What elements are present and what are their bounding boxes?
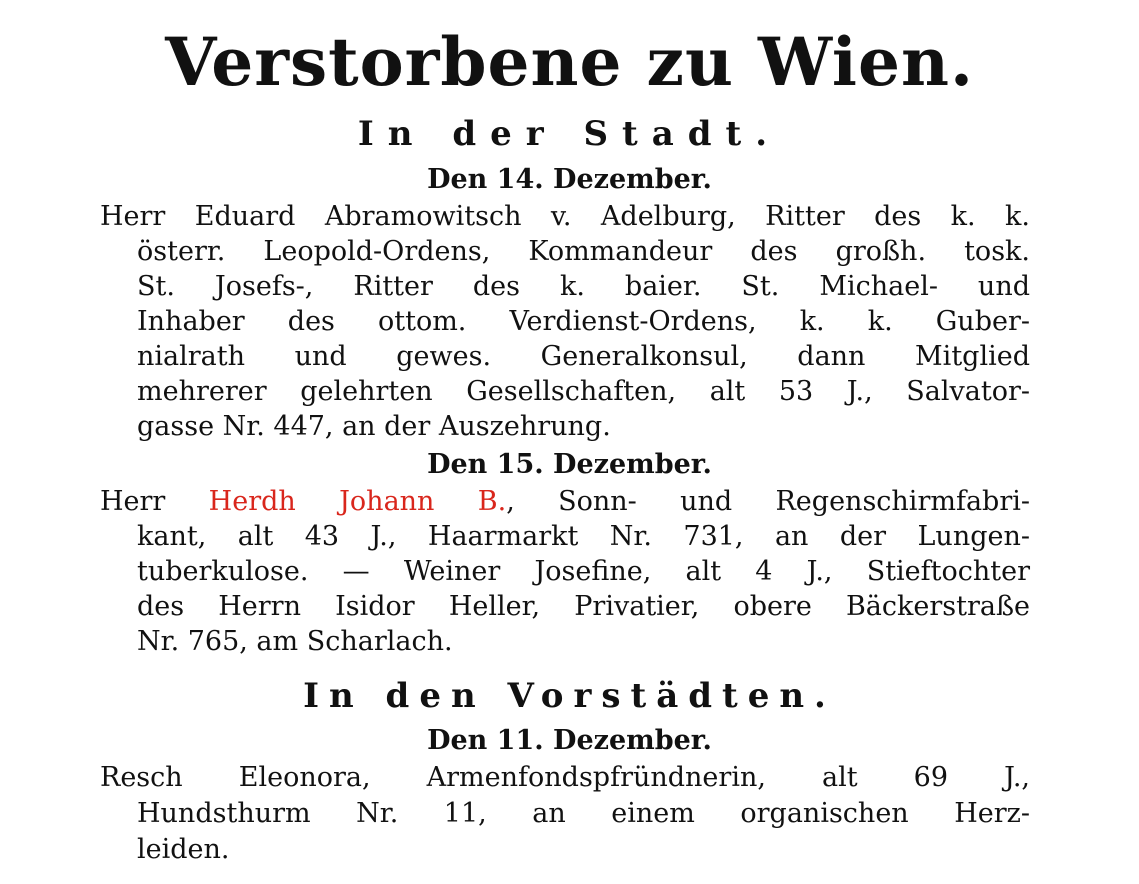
- entry-line: Inhaber des ottom. Verdienst-Ordens, k. k. Guber-: [137, 306, 1030, 337]
- date-heading: Den 15. Dezember.: [427, 449, 712, 480]
- entry-line: Nr. 765, am Scharlach.: [137, 626, 453, 657]
- entry-line: tuberkulose. — Weiner Josefine, alt 4 J., Stieftochter: [137, 556, 1030, 587]
- highlighted-name: Herdh Johann B.: [208, 486, 507, 517]
- entry-line: [100, 485, 1030, 519]
- page-title: Verstorbene zu Wien.: [165, 23, 974, 101]
- entry-line: Hundsthurm Nr. 11, an einem organischen Herz-: [137, 798, 1030, 829]
- section-heading-stadt: In der Stadt.: [357, 114, 782, 154]
- entry-line: mehrerer gelehrten Gesellschaften, alt 53 J., Salvator-: [137, 376, 1030, 407]
- entry-line: österr. Leopold-Ordens, Kommandeur des großh. tosk.: [137, 236, 1030, 267]
- entry-line: kant, alt 43 J., Haarmarkt Nr. 731, an der Lungen-: [137, 521, 1030, 552]
- entry-suffix: , Sonn- und Regenschirmfabri-: [506, 486, 1030, 517]
- entry-line: gasse Nr. 447, an der Auszehrung.: [137, 411, 611, 442]
- entry-line: Resch Eleonora, Armenfondspfründnerin, alt 69 J.,: [100, 762, 1030, 793]
- entry-line: St. Josefs-, Ritter des k. baier. St. Michael- und: [137, 271, 1030, 302]
- entry-prefix: Herr: [100, 486, 209, 517]
- date-heading: Den 11. Dezember.: [427, 725, 712, 756]
- date-heading: Den 14. Dezember.: [427, 164, 712, 195]
- entry-line: nialrath und gewes. Generalkonsul, dann Mitglied: [137, 341, 1030, 372]
- section-heading-vorstaedte: In den Vorstädten.: [303, 676, 836, 716]
- entry-line: Herr Eduard Abramowitsch v. Adelburg, Ritter des k. k.: [100, 201, 1030, 232]
- entry-line: des Herrn Isidor Heller, Privatier, obere Bäckerstraße: [137, 591, 1030, 622]
- entry-line: leiden.: [137, 834, 230, 865]
